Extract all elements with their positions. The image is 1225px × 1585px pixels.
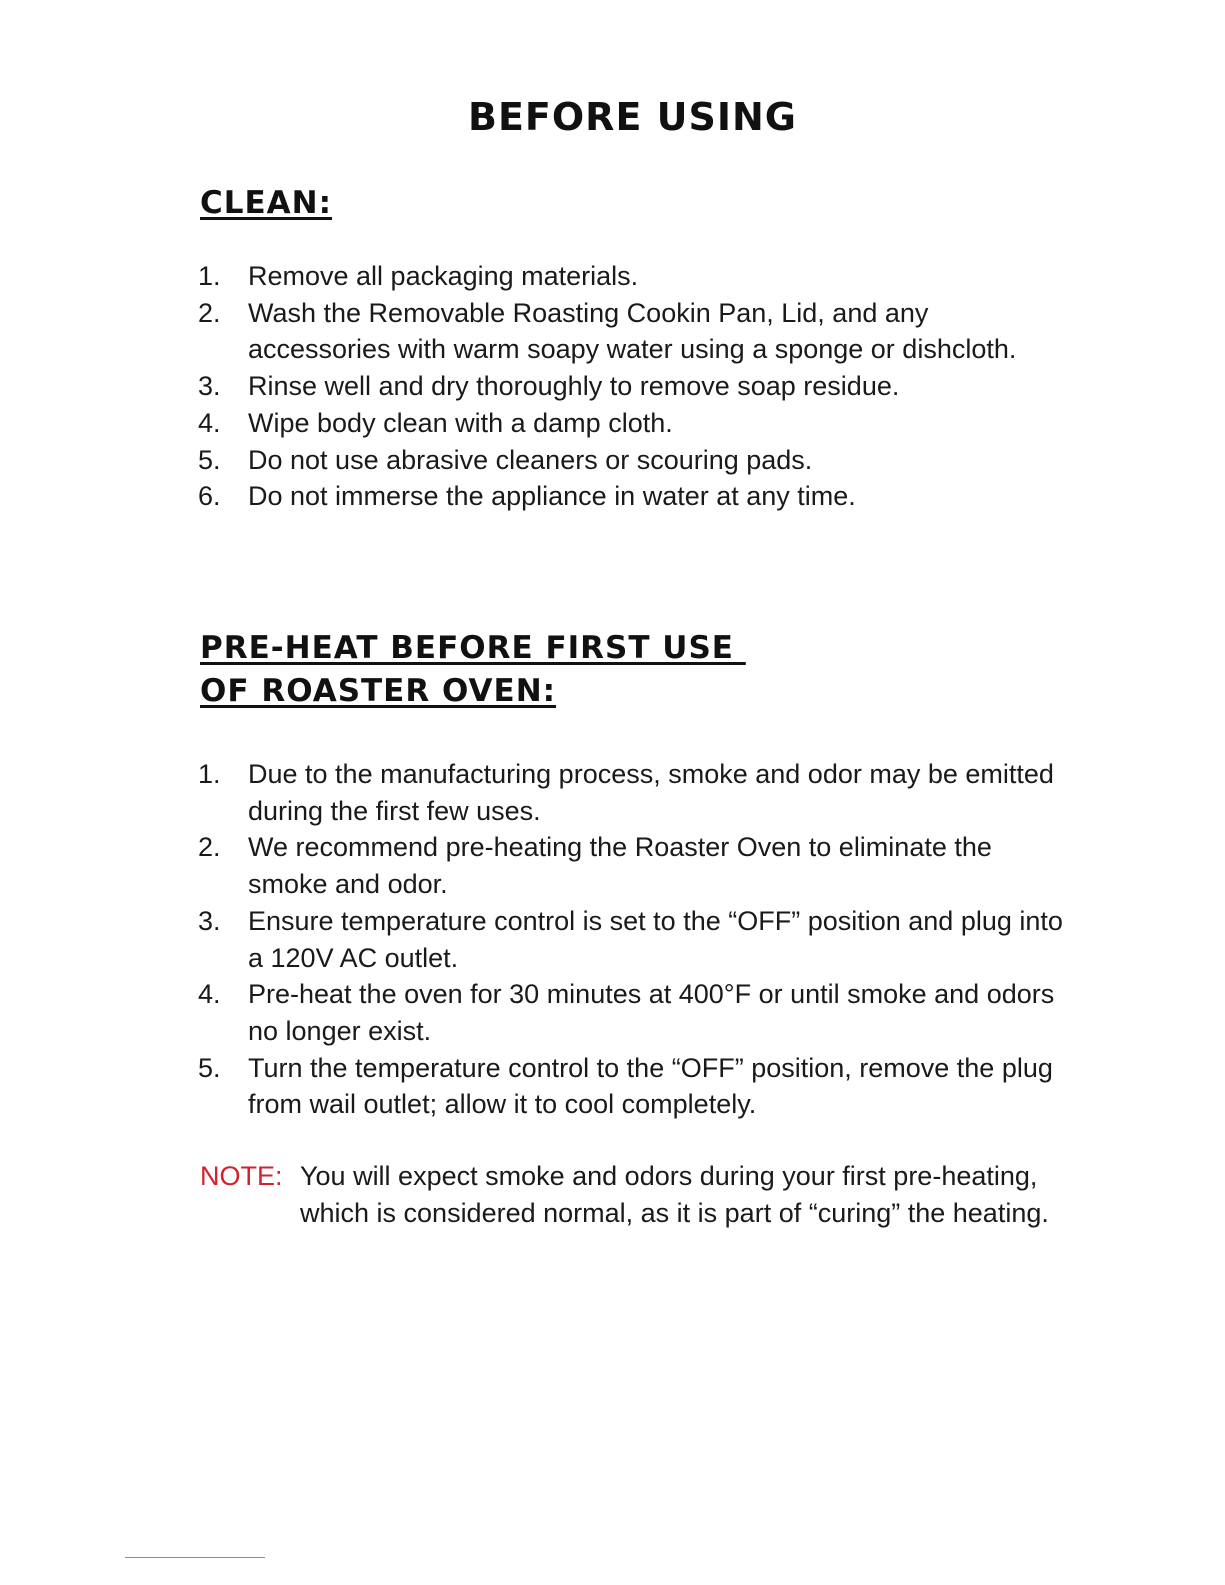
step-number: 5. [198, 1052, 221, 1083]
step-number: 6. [198, 481, 221, 512]
page-title: BEFORE USING [468, 95, 797, 139]
step-text: Pre-heat the oven for 30 minutes at 400°F or until smoke and odors no longer exist. [248, 979, 1055, 1046]
note-label: NOTE: [200, 1161, 283, 1191]
step-text: Do not immerse the appliance in water at any time. [248, 481, 856, 512]
list-item [198, 478, 1078, 515]
step-text: Rinse well and dry thoroughly to remove soap residue. [248, 371, 900, 402]
list-item [198, 903, 1078, 976]
footer-divider [125, 1557, 265, 1558]
preheat-heading-line2: OF ROASTER OVEN: [200, 673, 557, 709]
clean-steps-list [198, 258, 1078, 515]
step-number: 1. [198, 759, 221, 789]
step-number: 1. [198, 261, 221, 291]
list-item [198, 368, 1078, 405]
list-item [198, 258, 1078, 295]
list-item [198, 405, 1078, 442]
step-number: 3. [198, 371, 221, 402]
step-text: Due to the manufacturing process, smoke and odor may be emitted during the first few uses. [248, 759, 1054, 826]
list-item [198, 1050, 1078, 1123]
list-item [198, 756, 1078, 829]
step-text: Wipe body clean with a damp cloth. [248, 407, 673, 438]
step-text: Remove all packaging materials. [248, 261, 639, 291]
step-text: We recommend pre-heating the Roaster Oven to eliminate the smoke and odor. [248, 832, 992, 900]
clean-heading-text: CLEAN: [200, 185, 333, 221]
note-block [200, 1158, 1100, 1232]
step-text: Do not use abrasive cleaners or scouring pads. [248, 444, 813, 475]
preheat-steps-list [198, 756, 1078, 1123]
step-text: Turn the temperature control to the “OFF” position, remove the plug from wail outlet; allow it to cool completely. [248, 1052, 1053, 1120]
clean-heading [200, 182, 332, 225]
step-number: 4. [198, 979, 221, 1010]
list-item [198, 829, 1078, 902]
note-text: You will expect smoke and odors during your first pre-heating, which is considered normal, as it is part of “curing” the heating. [300, 1161, 1049, 1228]
step-number: 5. [198, 444, 221, 475]
step-text: Wash the Removable Roasting Cookin Pan, Lid, and any accessories with warm soapy water using a sponge or dishcloth. [248, 297, 1017, 365]
step-number: 3. [198, 905, 221, 936]
step-number: 2. [198, 832, 221, 863]
list-item [198, 442, 1078, 479]
step-number: 2. [198, 297, 221, 328]
preheat-heading-line1: PRE-HEAT BEFORE FIRST USE [200, 630, 746, 666]
step-text: Ensure temperature control is set to the “OFF” position and plug into a 120V AC outlet. [248, 905, 1063, 973]
list-item [198, 976, 1078, 1049]
step-number: 4. [198, 407, 221, 438]
preheat-heading [200, 627, 746, 713]
list-item [198, 295, 1078, 368]
